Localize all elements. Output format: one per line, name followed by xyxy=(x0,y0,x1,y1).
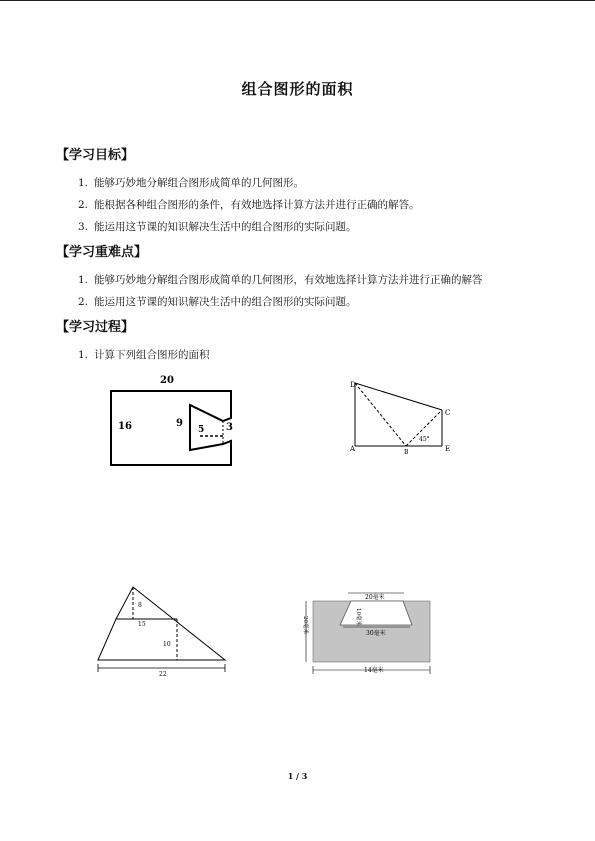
figure-trapezoid-points xyxy=(344,378,459,458)
figure-label: A xyxy=(350,445,356,453)
figure-label: 30毫米 xyxy=(366,630,386,637)
figure-label: 16 xyxy=(118,421,132,432)
figure-label: 45° xyxy=(419,436,430,443)
figure-label: 20毫米 xyxy=(365,594,385,601)
section-heading-goals: 【学习目标】 xyxy=(56,148,135,163)
figure-label: 20 xyxy=(160,375,174,386)
figure-label: D xyxy=(350,381,356,389)
page-top-rule xyxy=(0,0,595,1)
figure-label: 10毫米 xyxy=(355,608,361,626)
page-number: 1 / 3 xyxy=(287,771,308,781)
figure-label: E xyxy=(445,445,451,453)
section-heading-key-points: 【学习重难点】 xyxy=(56,245,148,260)
figure-gray-cutout xyxy=(300,588,440,678)
list-item: 2. 能运用这节课的知识解决生活中的组合图形的实际问题。 xyxy=(78,296,357,308)
figure-label: 15 xyxy=(138,621,146,628)
figure-label: 8 xyxy=(138,602,142,609)
figure-label: B xyxy=(404,449,409,456)
figure-label: C xyxy=(445,409,451,417)
figure-rectangle-notch xyxy=(100,368,250,473)
figure-label: 14毫米 xyxy=(364,667,384,674)
page-title: 组合图形的面积 xyxy=(241,80,354,98)
figure-label: 22 xyxy=(159,671,167,678)
list-item: 1. 能够巧妙地分解组合图形成简单的几何图形。 xyxy=(78,177,305,189)
section-heading-process: 【学习过程】 xyxy=(56,320,135,335)
list-item: 1. 能够巧妙地分解组合图形成简单的几何图形，有效地选择计算方法并进行正确的解答 xyxy=(78,274,483,286)
figure-label: 20毫米 xyxy=(302,616,308,634)
figure-label: 10 xyxy=(163,641,171,648)
list-item: 3. 能运用这节课的知识解决生活中的组合图形的实际问题。 xyxy=(78,221,357,233)
figure-triangle-trapezoid xyxy=(92,580,232,680)
figure-label: 9 xyxy=(176,418,183,429)
list-item: 2. 能根据各种组合图形的条件，有效地选择计算方法并进行正确的解答。 xyxy=(78,199,420,211)
figure-label: 3 xyxy=(226,422,233,433)
list-item: 1. 计算下列组合图形的面积 xyxy=(78,349,210,361)
figure-label: 5 xyxy=(198,425,205,435)
